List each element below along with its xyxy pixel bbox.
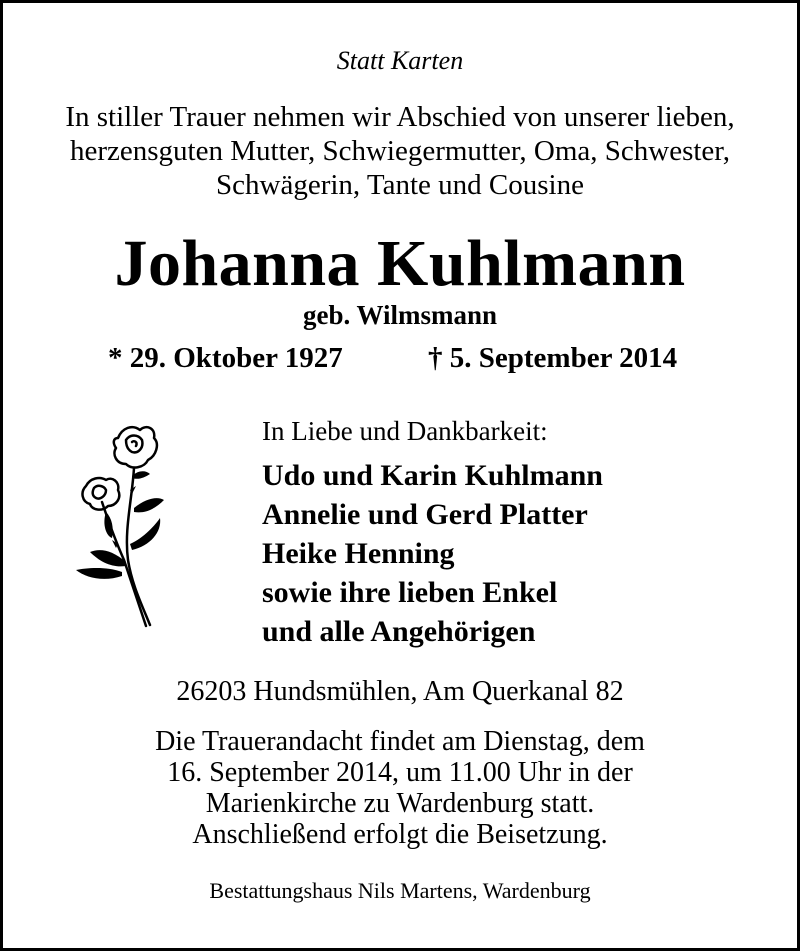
intro-line: In stiller Trauer nehmen wir Abschied von unserer lieben, xyxy=(65,101,735,133)
birth-date: * 29. Oktober 1927 xyxy=(108,342,343,374)
mourner-entry: sowie ihre lieben Enkel xyxy=(262,576,558,609)
mourner-entry: und alle Angehörigen xyxy=(262,615,536,648)
gratitude-line: In Liebe und Dankbarkeit: xyxy=(262,416,548,446)
intro-line: Schwägerin, Tante und Cousine xyxy=(216,169,584,201)
death-date: † 5. September 2014 xyxy=(428,342,678,374)
maiden-name: geb. Wilmsmann xyxy=(302,300,498,330)
address: 26203 Hundsmühlen, Am Querkanal 82 xyxy=(176,676,624,707)
intro-text xyxy=(0,100,800,202)
mourner-entry: Heike Henning xyxy=(262,537,455,570)
deceased-name: Johanna Kuhlmann xyxy=(114,227,686,300)
service-line: Anschließend erfolgt die Beisetzung. xyxy=(192,819,608,850)
service-line: Die Trauerandacht findet am Dienstag, dem xyxy=(155,726,645,757)
service-info xyxy=(0,726,800,850)
mourner-entry: Udo und Karin Kuhlmann xyxy=(262,459,603,492)
intro-line: herzensguten Mutter, Schwiegermutter, Oma, Schwester, xyxy=(69,135,731,167)
mourner-entry: Annelie und Gerd Platter xyxy=(262,498,588,531)
notice-heading: Statt Karten xyxy=(336,46,464,75)
service-line: Marienkirche zu Wardenburg statt. xyxy=(205,788,595,819)
funeral-home: Bestattungshaus Nils Martens, Wardenburg xyxy=(209,878,591,903)
rose-icon xyxy=(72,420,172,630)
service-line: 16. September 2014, um 11.00 Uhr in der xyxy=(167,757,633,788)
mourners-list xyxy=(262,456,603,651)
